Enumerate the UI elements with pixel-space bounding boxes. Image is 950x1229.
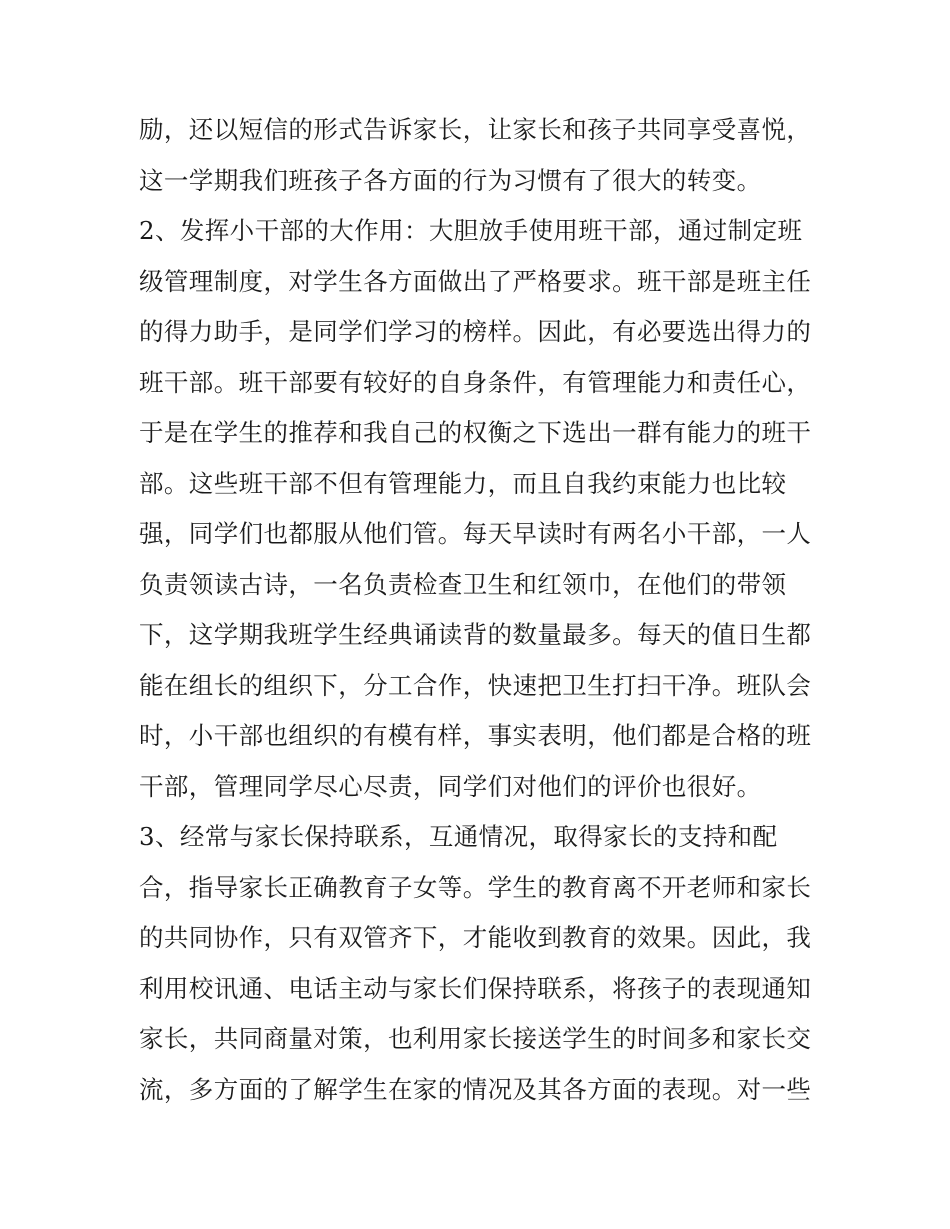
text-line: 2、发挥小干部的大作用：大胆放手使用班干部，通过制定班 bbox=[139, 216, 803, 245]
text-line: 家长，共同商量对策，也利用家长接送学生的时间多和家长交 bbox=[139, 1024, 812, 1053]
text-line: 部。这些班干部不但有管理能力，而且自我约束能力也比较 bbox=[139, 468, 787, 498]
text-line: 这一学期我们班孩子各方面的行为习惯有了很大的转变。 bbox=[139, 165, 762, 195]
text-line: 的得力助手，是同学们学习的榜样。因此，有必要选出得力的 bbox=[139, 317, 812, 346]
text-line: 级管理制度，对学生各方面做出了严格要求。班干部是班主任 bbox=[139, 266, 812, 296]
text-line: 利用校讯通、电话主动与家长们保持联系，将孩子的表现通知 bbox=[139, 973, 812, 1003]
text-line: 干部，管理同学尽心尽责，同学们对他们的评价也很好。 bbox=[139, 771, 762, 801]
body-text bbox=[139, 105, 829, 1115]
text-line: 合，指导家长正确教育子女等。学生的教育离不开老师和家长 bbox=[139, 872, 812, 902]
text-line: 的共同协作，只有双管齐下，才能收到教育的效果。因此，我 bbox=[139, 923, 812, 952]
text-line: 强，同学们也都服从他们管。每天早读时有两名小干部，一人 bbox=[139, 519, 812, 548]
text-line: 下，这学期我班学生经典诵读背的数量最多。每天的值日生都 bbox=[139, 620, 812, 649]
text-line: 时，小干部也组织的有模有样，事实表明，他们都是合格的班 bbox=[139, 721, 812, 750]
text-line: 班干部。班干部要有较好的自身条件，有管理能力和责任心， bbox=[139, 367, 812, 397]
text-line: 能在组长的组织下，分工合作，快速把卫生打扫干净。班队会 bbox=[139, 670, 812, 700]
text-line: 于是在学生的推荐和我自己的权衡之下选出一群有能力的班干 bbox=[139, 418, 812, 447]
text-line: 3、经常与家长保持联系，互通情况，取得家长的支持和配 bbox=[139, 822, 778, 851]
text-line: 励，还以短信的形式告诉家长，让家长和孩子共同享受喜悦， bbox=[139, 115, 812, 144]
text-line: 流，多方面的了解学生在家的情况及其各方面的表现。对一些 bbox=[139, 1074, 812, 1104]
text-line: 负责领读古诗，一名负责检查卫生和红领巾，在他们的带领 bbox=[139, 569, 787, 599]
